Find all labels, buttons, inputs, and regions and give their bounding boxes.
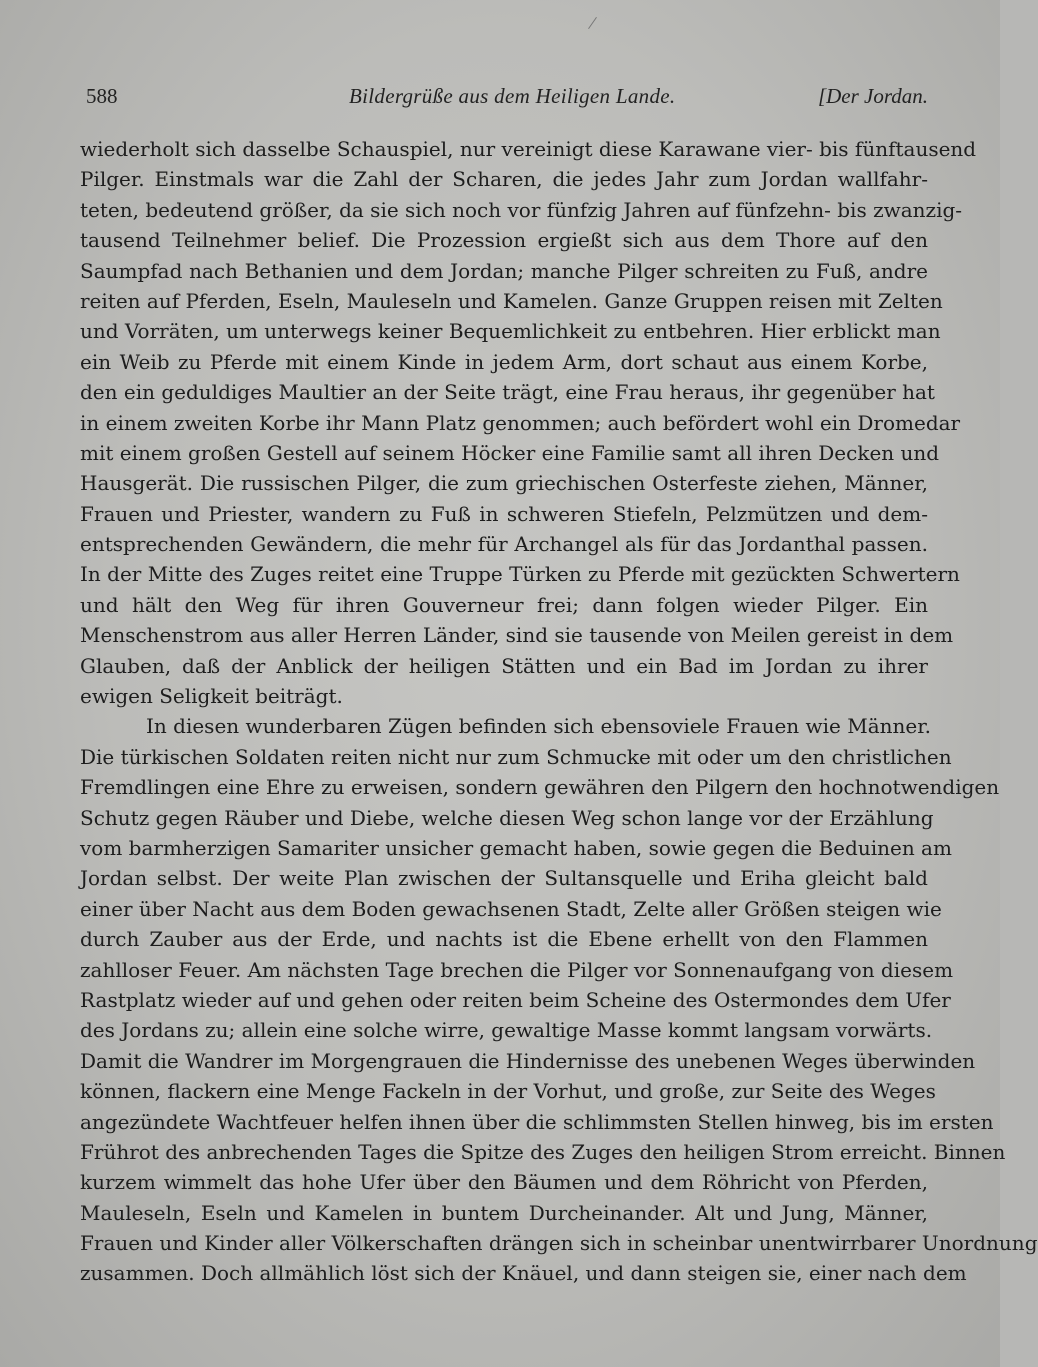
text-line: Hausgerät. Die russischen Pilger, die zum griechischen Osterfeste ziehen, Männer, — [80, 471, 928, 496]
text-line: zahlloser Feuer. Am nächsten Tage brechen die Pilger vor Sonnenaufgang von diesem — [80, 957, 954, 982]
text-line: Saumpfad nach Bethanien und dem Jordan; manche Pilger schreiten zu Fuß, andre — [80, 258, 928, 283]
text-line: angezündete Wachtfeuer helfen ihnen über die schlimmsten Stellen hinweg, bis im ersten — [80, 1109, 994, 1134]
text-line: In der Mitte des Zuges reitet eine Truppe Türken zu Pferde mit gezückten Schwertern — [80, 562, 960, 587]
text-line: In diesen wunderbaren Zügen befinden sich ebensoviele Frauen wie Männer. — [146, 714, 931, 739]
text-line: entsprechenden Gewändern, die mehr für Archangel als für das Jordanthal passen. — [80, 532, 928, 557]
text-line: Menschenstrom aus aller Herren Länder, sind sie tausende von Meilen gereist in dem — [80, 623, 954, 648]
text-line: reiten auf Pferden, Eseln, Mauleseln und Kamelen. Ganze Gruppen reisen mit Zelten — [80, 288, 943, 313]
text-line: Glauben, daß der Anblick der heiligen Stätten und ein Bad im Jordan zu ihrer — [80, 653, 928, 678]
text-line: teten, bedeutend größer, da sie sich noch vor fünfzig Jahren auf fünfzehn- bis zwanzig- — [80, 197, 963, 222]
text-line: tausend Teilnehmer belief. Die Prozession ergießt sich aus dem Thore auf den — [80, 228, 928, 253]
text-line: Schutz gegen Räuber und Diebe, welche diesen Weg schon lange vor der Erzählung — [80, 805, 934, 830]
text-line: können, flackern eine Menge Fackeln in der Vorhut, und große, zur Seite des Weges — [80, 1079, 936, 1104]
text-line: durch Zauber aus der Erde, und nachts ist die Ebene erhellt von den Flammen — [80, 927, 928, 952]
paragraph — [80, 134, 977, 711]
text-line: Mauleseln, Eseln und Kamelen in buntem Durcheinander. Alt und Jung, Männer, — [80, 1200, 928, 1225]
text-line: wiederholt sich dasselbe Schauspiel, nur vereinigt diese Karawane vier- bis fünftausend — [80, 137, 977, 161]
text-line: den ein geduldiges Maultier an der Seite trägt, eine Frau heraus, ihr gegenüber hat — [80, 380, 935, 405]
text-line: Frührot des anbrechenden Tages die Spitze des Zuges den heiligen Strom erreicht. Binnen — [80, 1139, 1006, 1164]
text-line: Damit die Wandrer im Morgengrauen die Hindernisse des unebenen Weges überwinden — [80, 1048, 976, 1073]
text-line: mit einem großen Gestell auf seinem Höcker eine Familie samt all ihren Decken und — [80, 440, 940, 465]
paragraph — [80, 711, 1038, 1288]
text-line: kurzem wimmelt das hohe Ufer über den Bäumen und dem Röhricht von Pferden, — [80, 1170, 928, 1195]
text-line: Frauen und Priester, wandern zu Fuß in schweren Stiefeln, Pelzmützen und dem- — [80, 501, 928, 526]
text-line: ein Weib zu Pferde mit einem Kinde in jedem Arm, dort schaut aus einem Korbe, — [80, 349, 928, 374]
text-line: und hält den Weg für ihren Gouverneur frei; dann folgen wieder Pilger. Ein — [80, 592, 928, 617]
text-line: Rastplatz wieder auf und gehen oder reiten beim Scheine des Ostermondes dem Ufer — [80, 987, 951, 1012]
text-line: in einem zweiten Korbe ihr Mann Platz genommen; auch befördert wohl ein Dromedar — [80, 410, 961, 435]
text-line: Die türkischen Soldaten reiten nicht nur zum Schmucke mit oder um den christlichen — [80, 744, 952, 769]
running-title: Bildergrüße aus dem Heiligen Lande. — [349, 84, 676, 108]
text-line: vom barmherzigen Samariter unsicher gemacht haben, sowie gegen die Beduinen am — [80, 835, 952, 860]
text-line: Fremdlingen eine Ehre zu erweisen, sondern gewähren den Pilgern den hochnotwendigen — [80, 775, 1000, 800]
text-line: Pilger. Einstmals war die Zahl der Scharen, die jedes Jahr zum Jordan wallfahr- — [80, 167, 928, 192]
body-text — [80, 134, 1038, 1289]
text-line: Frauen und Kinder aller Völkerschaften drängen sich in scheinbar unentwirrbarer Unordnung — [80, 1231, 1038, 1256]
text-line: und Vorräten, um unterwegs keiner Bequemlichkeit zu entbehren. Hier erblickt man — [80, 319, 941, 344]
text-line: Jordan selbst. Der weite Plan zwischen der Sultansquelle und Eriha gleicht bald — [80, 866, 928, 891]
section-title: [Der Jordan. — [817, 84, 928, 108]
text-line: des Jordans zu; allein eine solche wirre, gewaltige Masse kommt langsam vorwärts. — [80, 1018, 933, 1043]
text-line: einer über Nacht aus dem Boden gewachsenen Stadt, Zelte aller Größen steigen wie — [80, 896, 942, 921]
page-header — [86, 84, 928, 114]
page-number: 588 — [86, 84, 118, 108]
text-line: ewigen Seligkeit beiträgt. — [80, 684, 343, 709]
text-line: zusammen. Doch allmählich löst sich der Knäuel, und dann steigen sie, einer nach dem — [80, 1261, 967, 1286]
stray-pen-mark — [588, 17, 597, 29]
